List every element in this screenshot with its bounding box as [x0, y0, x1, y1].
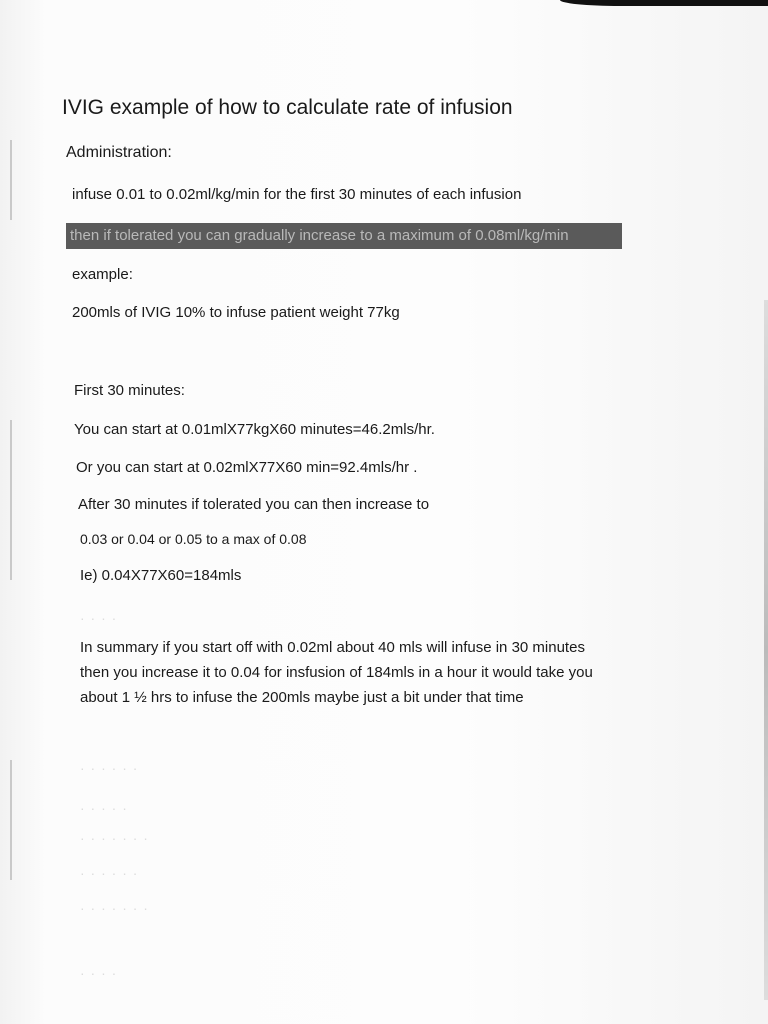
- page-shadow-top: [560, 0, 768, 6]
- administration-heading: Administration:: [66, 144, 172, 161]
- bleed-through-mark: · · · · · ·: [80, 760, 139, 776]
- after-30-line: After 30 minutes if tolerated you can then increase to: [78, 496, 430, 513]
- bleed-through-mark: · · · ·: [80, 610, 118, 626]
- start-rate-line-2: Or you can start at 0.02mlX77X60 min=92.4mls/hr .: [76, 459, 418, 476]
- example-heading: example:: [72, 266, 133, 283]
- start-rate-line-1: You can start at 0.01mlX77kgX60 minutes=46.2mls/hr.: [74, 421, 435, 438]
- highlighted-instruction: then if tolerated you can gradually increase to a maximum of 0.08ml/kg/min: [66, 223, 622, 249]
- summary-line: then you increase it to 0.04 for insfusion of 184mls in a hour it would take you: [80, 664, 593, 681]
- bleed-through-mark: · · · · · · ·: [80, 900, 149, 916]
- page-title: IVIG example of how to calculate rate of infusion: [62, 96, 513, 119]
- ie-calculation: Ie) 0.04X77X60=184mls: [80, 567, 242, 584]
- bleed-through-mark: · · · · · · ·: [80, 830, 149, 846]
- bleed-through-mark: · · · · ·: [80, 800, 128, 816]
- first-30-heading: First 30 minutes:: [74, 382, 185, 399]
- example-details: 200mls of IVIG 10% to infuse patient weight 77kg: [72, 304, 400, 321]
- summary-line: about 1 ½ hrs to infuse the 200mls maybe just a bit under that time: [80, 689, 524, 706]
- infuse-instruction: infuse 0.01 to 0.02ml/kg/min for the first 30 minutes of each infusion: [72, 186, 522, 203]
- bleed-through-mark: · · · ·: [80, 965, 118, 981]
- bleed-through-mark: · · · · · ·: [80, 865, 139, 881]
- summary-line: In summary if you start off with 0.02ml about 40 mls will infuse in 30 minutes: [80, 639, 585, 656]
- page-shadow-right: [764, 300, 768, 1000]
- increase-options: 0.03 or 0.04 or 0.05 to a max of 0.08: [80, 531, 307, 547]
